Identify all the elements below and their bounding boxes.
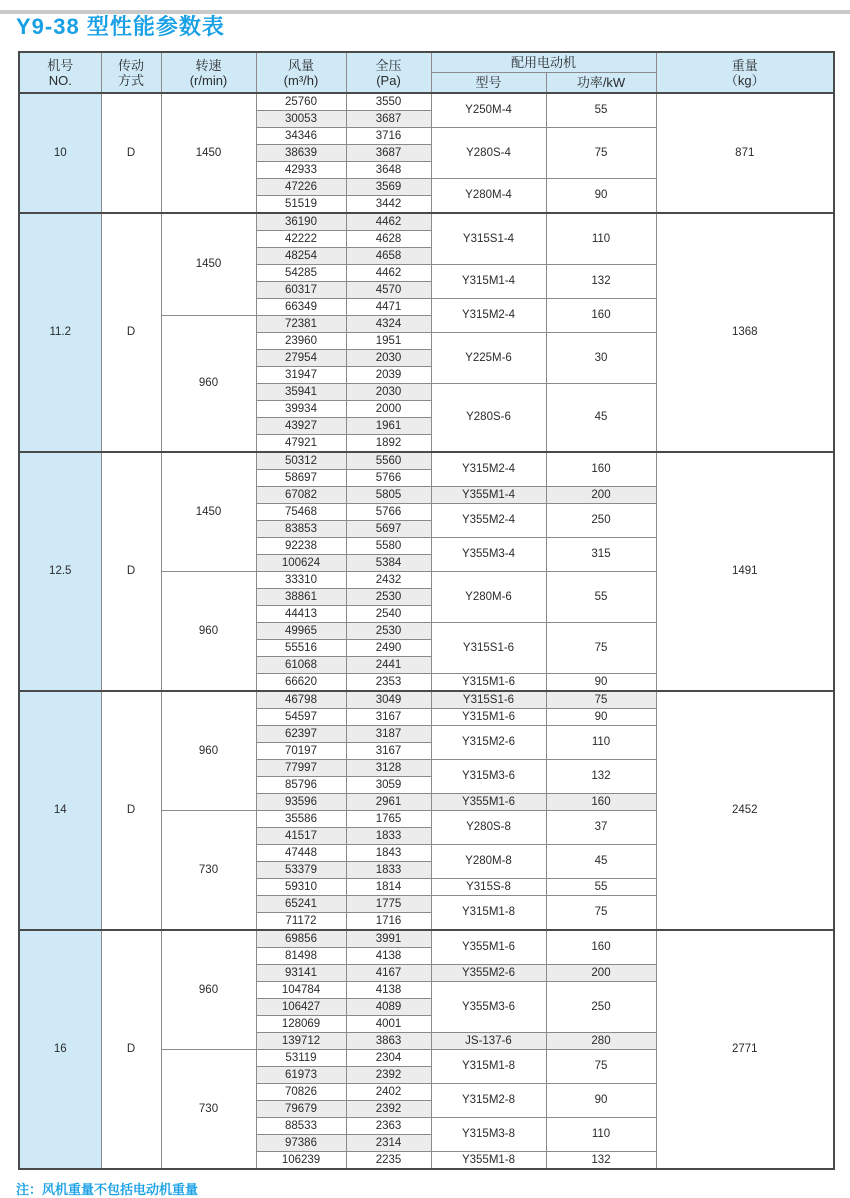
pressure-cell: 4001 <box>346 1016 431 1033</box>
page-top-strip <box>0 10 850 14</box>
header-machine-no-label: 机号 <box>47 57 74 73</box>
header-pressure-label: 全压 <box>375 57 402 73</box>
flow-cell: 66620 <box>256 674 346 692</box>
pressure-cell: 3687 <box>346 145 431 162</box>
header-speed-unit: (r/min) <box>189 72 228 88</box>
flow-cell: 100624 <box>256 555 346 572</box>
motor-power-cell: 315 <box>546 538 656 572</box>
flow-cell: 85796 <box>256 777 346 794</box>
speed-cell: 1450 <box>161 452 256 572</box>
flow-cell: 33310 <box>256 572 346 589</box>
pressure-cell: 1892 <box>346 435 431 453</box>
page-title: Y9-38 型性能参数表 <box>16 14 225 39</box>
speed-cell: 1450 <box>161 93 256 213</box>
flow-cell: 65241 <box>256 896 346 913</box>
pressure-cell: 3569 <box>346 179 431 196</box>
flow-cell: 36190 <box>256 213 346 231</box>
table-row <box>19 93 834 111</box>
motor-model-cell: JS-137-6 <box>431 1033 546 1050</box>
flow-cell: 106427 <box>256 999 346 1016</box>
weight-cell: 871 <box>656 93 834 213</box>
motor-model-cell: Y315S1-6 <box>431 623 546 674</box>
flow-cell: 49965 <box>256 623 346 640</box>
pressure-cell: 5766 <box>346 470 431 487</box>
flow-cell: 25760 <box>256 93 346 111</box>
motor-model-cell: Y355M1-6 <box>431 794 546 811</box>
flow-cell: 38639 <box>256 145 346 162</box>
flow-cell: 92238 <box>256 538 346 555</box>
motor-model-cell: Y250M-4 <box>431 93 546 128</box>
motor-model-cell: Y280S-4 <box>431 128 546 179</box>
header-pressure <box>346 52 431 93</box>
weight-cell: 1491 <box>656 452 834 691</box>
pressure-cell: 3442 <box>346 196 431 214</box>
motor-model-cell: Y315M3-8 <box>431 1118 546 1152</box>
header-motor-power: 功率/kW <box>546 73 656 94</box>
flow-cell: 75468 <box>256 504 346 521</box>
table-row <box>19 930 834 948</box>
motor-power-cell: 250 <box>546 504 656 538</box>
pressure-cell: 4658 <box>346 248 431 265</box>
pressure-cell: 3991 <box>346 930 431 948</box>
motor-power-cell: 160 <box>546 930 656 965</box>
speed-cell: 730 <box>161 1050 256 1170</box>
flow-cell: 72381 <box>256 316 346 333</box>
pressure-cell: 2000 <box>346 401 431 418</box>
flow-cell: 30053 <box>256 111 346 128</box>
motor-power-cell: 37 <box>546 811 656 845</box>
speed-cell: 960 <box>161 930 256 1050</box>
motor-model-cell: Y315M1-8 <box>431 1050 546 1084</box>
motor-power-cell: 30 <box>546 333 656 384</box>
motor-power-cell: 90 <box>546 179 656 214</box>
header-weight-label: 重量 <box>731 57 758 73</box>
motor-model-cell: Y315M3-6 <box>431 760 546 794</box>
flow-cell: 77997 <box>256 760 346 777</box>
table-row <box>19 452 834 470</box>
pressure-cell: 4167 <box>346 965 431 982</box>
flow-cell: 48254 <box>256 248 346 265</box>
flow-cell: 27954 <box>256 350 346 367</box>
pressure-cell: 2441 <box>346 657 431 674</box>
flow-cell: 41517 <box>256 828 346 845</box>
flow-cell: 62397 <box>256 726 346 743</box>
flow-cell: 106239 <box>256 1152 346 1170</box>
pressure-cell: 2030 <box>346 384 431 401</box>
pressure-cell: 1716 <box>346 913 431 931</box>
pressure-cell: 3167 <box>346 709 431 726</box>
pressure-cell: 4462 <box>346 265 431 282</box>
pressure-cell: 3059 <box>346 777 431 794</box>
machine-no-cell: 14 <box>19 691 101 930</box>
header-machine-no <box>19 52 101 93</box>
motor-power-cell: 250 <box>546 982 656 1033</box>
motor-model-cell: Y280S-8 <box>431 811 546 845</box>
flow-cell: 54285 <box>256 265 346 282</box>
machine-no-cell: 12.5 <box>19 452 101 691</box>
pressure-cell: 2039 <box>346 367 431 384</box>
flow-cell: 47448 <box>256 845 346 862</box>
motor-power-cell: 75 <box>546 691 656 709</box>
speed-cell: 960 <box>161 572 256 692</box>
pressure-cell: 3550 <box>346 93 431 111</box>
table-row <box>19 213 834 231</box>
pressure-cell: 2030 <box>346 350 431 367</box>
motor-model-cell: Y315M1-6 <box>431 709 546 726</box>
motor-model-cell: Y315S1-6 <box>431 691 546 709</box>
catalog-page <box>0 10 850 1197</box>
machine-no-cell: 11.2 <box>19 213 101 452</box>
flow-cell: 60317 <box>256 282 346 299</box>
motor-power-cell: 160 <box>546 452 656 487</box>
pressure-cell: 2432 <box>346 572 431 589</box>
flow-cell: 39934 <box>256 401 346 418</box>
pressure-cell: 2363 <box>346 1118 431 1135</box>
flow-cell: 53119 <box>256 1050 346 1067</box>
flow-cell: 46798 <box>256 691 346 709</box>
motor-power-cell: 75 <box>546 1050 656 1084</box>
motor-power-cell: 110 <box>546 213 656 265</box>
motor-model-cell: Y280S-6 <box>431 384 546 453</box>
motor-power-cell: 110 <box>546 1118 656 1152</box>
pressure-cell: 4138 <box>346 948 431 965</box>
header-flow-label: 风量 <box>287 57 314 73</box>
motor-model-cell: Y355M2-6 <box>431 965 546 982</box>
machine-no-cell: 16 <box>19 930 101 1169</box>
header-machine-no-sub: NO. <box>48 72 72 88</box>
header-drive <box>101 52 161 93</box>
motor-power-cell: 132 <box>546 760 656 794</box>
pressure-cell: 3167 <box>346 743 431 760</box>
pressure-cell: 4324 <box>346 316 431 333</box>
pressure-cell: 1833 <box>346 828 431 845</box>
flow-cell: 31947 <box>256 367 346 384</box>
motor-model-cell: Y315M2-4 <box>431 299 546 333</box>
motor-power-cell: 55 <box>546 879 656 896</box>
flow-cell: 61068 <box>256 657 346 674</box>
motor-model-cell: Y315M2-8 <box>431 1084 546 1118</box>
flow-cell: 128069 <box>256 1016 346 1033</box>
pressure-cell: 1775 <box>346 896 431 913</box>
table-header <box>19 52 834 93</box>
pressure-cell: 1814 <box>346 879 431 896</box>
drive-mode-cell: D <box>101 93 161 213</box>
drive-mode-cell: D <box>101 930 161 1169</box>
flow-cell: 42933 <box>256 162 346 179</box>
flow-cell: 50312 <box>256 452 346 470</box>
header-drive-label: 传动 <box>117 57 144 73</box>
drive-mode-cell: D <box>101 452 161 691</box>
pressure-cell: 5384 <box>346 555 431 572</box>
table-row <box>19 691 834 709</box>
motor-power-cell: 55 <box>546 572 656 623</box>
motor-model-cell: Y315M2-6 <box>431 726 546 760</box>
flow-cell: 47921 <box>256 435 346 453</box>
flow-cell: 83853 <box>256 521 346 538</box>
flow-cell: 71172 <box>256 913 346 931</box>
motor-model-cell: Y315S-8 <box>431 879 546 896</box>
motor-model-cell: Y280M-4 <box>431 179 546 214</box>
motor-power-cell: 45 <box>546 384 656 453</box>
motor-model-cell: Y315M1-8 <box>431 896 546 931</box>
pressure-cell: 4471 <box>346 299 431 316</box>
pressure-cell: 4462 <box>346 213 431 231</box>
pressure-cell: 3187 <box>346 726 431 743</box>
flow-cell: 47226 <box>256 179 346 196</box>
performance-spec-table <box>18 51 835 1170</box>
weight-cell: 1368 <box>656 213 834 452</box>
weight-cell: 2771 <box>656 930 834 1169</box>
motor-model-cell: Y315M2-4 <box>431 452 546 487</box>
flow-cell: 54597 <box>256 709 346 726</box>
pressure-cell: 4089 <box>346 999 431 1016</box>
flow-cell: 69856 <box>256 930 346 948</box>
flow-cell: 70197 <box>256 743 346 760</box>
pressure-cell: 2235 <box>346 1152 431 1170</box>
motor-model-cell: Y225M-6 <box>431 333 546 384</box>
motor-model-cell: Y315M1-6 <box>431 674 546 692</box>
drive-mode-cell: D <box>101 691 161 930</box>
pressure-cell: 2961 <box>346 794 431 811</box>
header-flow-unit: (m³/h) <box>283 72 319 88</box>
speed-cell: 960 <box>161 691 256 811</box>
pressure-cell: 4570 <box>346 282 431 299</box>
flow-cell: 43927 <box>256 418 346 435</box>
weight-cell: 2452 <box>656 691 834 930</box>
flow-cell: 139712 <box>256 1033 346 1050</box>
pressure-cell: 3128 <box>346 760 431 777</box>
motor-model-cell: Y315M1-4 <box>431 265 546 299</box>
pressure-cell: 5766 <box>346 504 431 521</box>
header-weight-unit: （kg） <box>724 72 765 88</box>
motor-model-cell: Y315S1-4 <box>431 213 546 265</box>
pressure-cell: 5805 <box>346 487 431 504</box>
flow-cell: 35586 <box>256 811 346 828</box>
header-pressure-unit: (Pa) <box>376 72 401 88</box>
pressure-cell: 3716 <box>346 128 431 145</box>
motor-power-cell: 75 <box>546 896 656 931</box>
pressure-cell: 1951 <box>346 333 431 350</box>
header-flow <box>256 52 346 93</box>
motor-model-cell: Y355M2-4 <box>431 504 546 538</box>
pressure-cell: 1961 <box>346 418 431 435</box>
motor-model-cell: Y355M3-4 <box>431 538 546 572</box>
motor-power-cell: 55 <box>546 93 656 128</box>
motor-model-cell: Y355M3-6 <box>431 982 546 1033</box>
pressure-cell: 2402 <box>346 1084 431 1101</box>
motor-power-cell: 132 <box>546 265 656 299</box>
motor-power-cell: 90 <box>546 709 656 726</box>
header-motor-model: 型号 <box>431 73 546 94</box>
header-motor-group: 配用电动机 <box>431 52 656 73</box>
table-body <box>19 93 834 1169</box>
flow-cell: 42222 <box>256 231 346 248</box>
motor-power-cell: 160 <box>546 299 656 333</box>
motor-power-cell: 200 <box>546 965 656 982</box>
pressure-cell: 1765 <box>346 811 431 828</box>
motor-power-cell: 45 <box>546 845 656 879</box>
speed-cell: 960 <box>161 316 256 453</box>
flow-cell: 97386 <box>256 1135 346 1152</box>
flow-cell: 23960 <box>256 333 346 350</box>
flow-cell: 61973 <box>256 1067 346 1084</box>
pressure-cell: 3648 <box>346 162 431 179</box>
flow-cell: 44413 <box>256 606 346 623</box>
flow-cell: 93596 <box>256 794 346 811</box>
flow-cell: 51519 <box>256 196 346 214</box>
flow-cell: 55516 <box>256 640 346 657</box>
flow-cell: 79679 <box>256 1101 346 1118</box>
motor-power-cell: 132 <box>546 1152 656 1170</box>
speed-cell: 1450 <box>161 213 256 316</box>
motor-model-cell: Y355M1-8 <box>431 1152 546 1170</box>
flow-cell: 93141 <box>256 965 346 982</box>
flow-cell: 58697 <box>256 470 346 487</box>
flow-cell: 35941 <box>256 384 346 401</box>
motor-power-cell: 160 <box>546 794 656 811</box>
pressure-cell: 2314 <box>346 1135 431 1152</box>
header-speed <box>161 52 256 93</box>
motor-power-cell: 75 <box>546 128 656 179</box>
pressure-cell: 5580 <box>346 538 431 555</box>
flow-cell: 34346 <box>256 128 346 145</box>
pressure-cell: 5697 <box>346 521 431 538</box>
pressure-cell: 3687 <box>346 111 431 128</box>
pressure-cell: 3049 <box>346 691 431 709</box>
pressure-cell: 1833 <box>346 862 431 879</box>
machine-no-cell: 10 <box>19 93 101 213</box>
motor-power-cell: 90 <box>546 1084 656 1118</box>
motor-power-cell: 200 <box>546 487 656 504</box>
pressure-cell: 3863 <box>346 1033 431 1050</box>
motor-model-cell: Y355M1-4 <box>431 487 546 504</box>
motor-power-cell: 75 <box>546 623 656 674</box>
pressure-cell: 2353 <box>346 674 431 692</box>
motor-power-cell: 280 <box>546 1033 656 1050</box>
pressure-cell: 4628 <box>346 231 431 248</box>
header-weight <box>656 52 834 93</box>
flow-cell: 81498 <box>256 948 346 965</box>
flow-cell: 66349 <box>256 299 346 316</box>
pressure-cell: 2540 <box>346 606 431 623</box>
flow-cell: 53379 <box>256 862 346 879</box>
header-drive-sub: 方式 <box>117 72 144 88</box>
motor-power-cell: 90 <box>546 674 656 692</box>
speed-cell: 730 <box>161 811 256 931</box>
motor-model-cell: Y280M-8 <box>431 845 546 879</box>
flow-cell: 38861 <box>256 589 346 606</box>
motor-model-cell: Y280M-6 <box>431 572 546 623</box>
pressure-cell: 2490 <box>346 640 431 657</box>
pressure-cell: 2530 <box>346 589 431 606</box>
pressure-cell: 5560 <box>346 452 431 470</box>
header-speed-label: 转速 <box>195 57 222 73</box>
drive-mode-cell: D <box>101 213 161 452</box>
footnote: 注：风机重量不包括电动机重量 <box>16 1182 199 1197</box>
flow-cell: 70826 <box>256 1084 346 1101</box>
flow-cell: 88533 <box>256 1118 346 1135</box>
motor-model-cell: Y355M1-6 <box>431 930 546 965</box>
pressure-cell: 2392 <box>346 1101 431 1118</box>
pressure-cell: 1843 <box>346 845 431 862</box>
pressure-cell: 2392 <box>346 1067 431 1084</box>
motor-power-cell: 110 <box>546 726 656 760</box>
flow-cell: 104784 <box>256 982 346 999</box>
pressure-cell: 2530 <box>346 623 431 640</box>
flow-cell: 59310 <box>256 879 346 896</box>
pressure-cell: 4138 <box>346 982 431 999</box>
flow-cell: 67082 <box>256 487 346 504</box>
pressure-cell: 2304 <box>346 1050 431 1067</box>
